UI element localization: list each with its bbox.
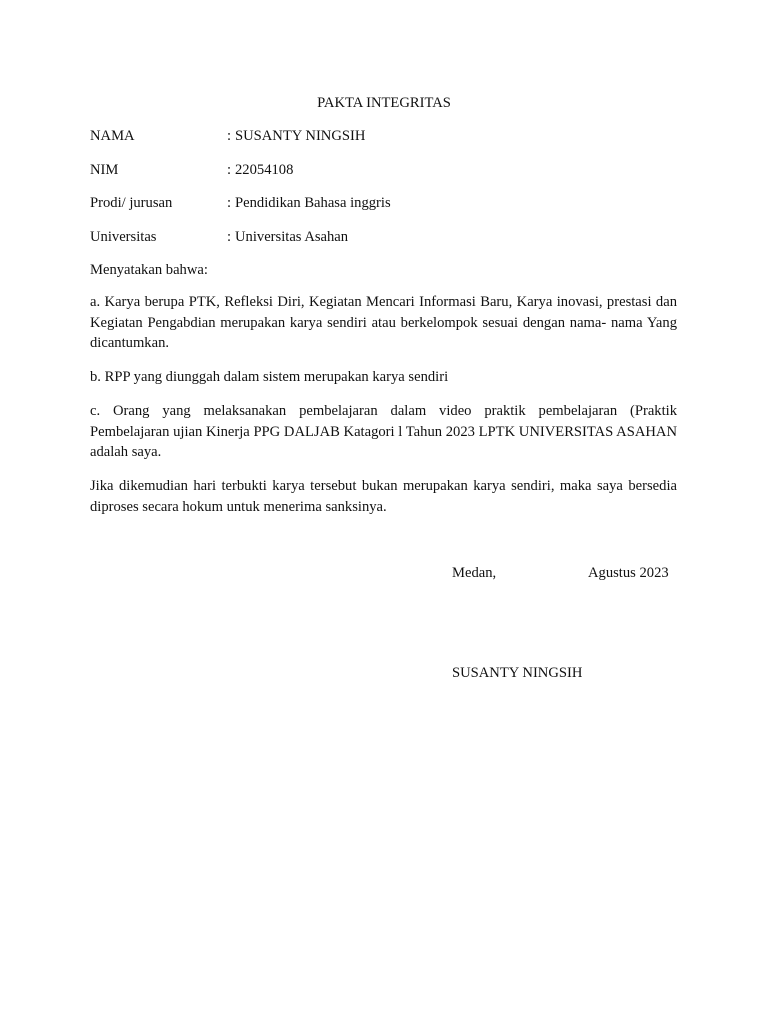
field-label-prodi: Prodi/ jurusan xyxy=(90,195,173,211)
closing-statement: Jika dikemudian hari terbukti karya tersebut bukan merupakan karya sendiri, maka saya bersedia diproses secara hokum untuk menerima sanksinya. xyxy=(90,478,677,515)
statement-item-b: b. RPP yang diunggah dalam sistem merupakan karya sendiri xyxy=(90,369,449,385)
statement-item-c: c. Orang yang melaksanakan pembelajaran dalam video praktik pembelajaran (Praktik Pembelajaran ujian Kinerja PPG DALJAB Katagori l Tahun 2023 LPTK UNIVERSITAS ASAHAN adalah saya. xyxy=(90,403,677,460)
statement-item-a: a. Karya berupa PTK, Refleksi Diri, Kegiatan Mencari Informasi Baru, Karya inovasi, prestasi dan Kegiatan Pengabdian merupakan karya sendiri atau berkelompok sesuai dengan nama- nama Yang dicantumkan. xyxy=(90,294,677,351)
signature-date: Agustus 2023 xyxy=(588,565,669,581)
field-separator: : xyxy=(227,229,232,245)
statement-intro: Menyatakan bahwa: xyxy=(90,262,208,278)
field-value-prodi: Pendidikan Bahasa inggris xyxy=(235,195,391,211)
field-value-nama: SUSANTY NINGSIH xyxy=(235,128,366,144)
field-label-nama: NAMA xyxy=(90,128,135,144)
signature-place: Medan, xyxy=(452,565,497,581)
signatory-name: SUSANTY NINGSIH xyxy=(452,665,583,681)
field-separator: : xyxy=(227,195,232,211)
field-value-universitas: Universitas Asahan xyxy=(235,229,349,245)
field-value-nim: 22054108 xyxy=(235,162,294,178)
field-label-nim: NIM xyxy=(90,162,119,178)
field-separator: : xyxy=(227,162,232,178)
field-label-universitas: Universitas xyxy=(90,229,157,245)
document-title: PAKTA INTEGRITAS xyxy=(317,95,451,111)
field-separator: : xyxy=(227,128,232,144)
